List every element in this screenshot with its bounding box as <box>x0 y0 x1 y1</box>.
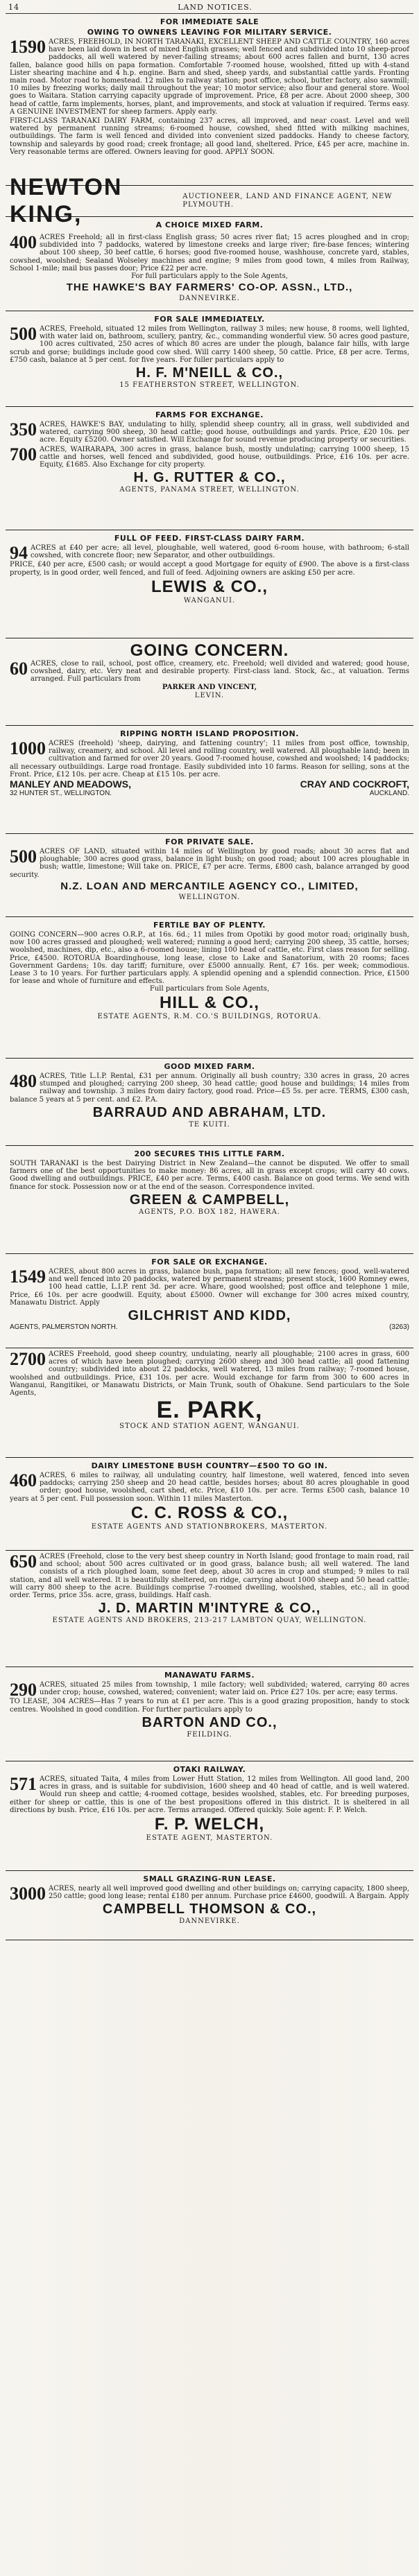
acreage-figure-2: 700 <box>10 444 37 464</box>
advert-code: (3263) <box>389 1323 409 1332</box>
advert-text: ACRES (Freehold, close to the very best sheep country in North Island; good frontage to main road, rail and school; about 500 acres cultivated or in good grass, balance bush; all well watered. The land consists of a rich ploughed loam, some feet deep, about 30 acres in crop and stumped; 9 miles to rail station, and all well watered. It is beautifully sheltered, on ridge, carrying about 1000 sheep and 50 head cattle; will carry 800 sheep to the acre. Buildings comprise 7-roomed dwelling, woolshed, stables, etc.; all in good order. Terms, price 35s. acre, grass, buildings. Half cash. <box>10 1553 409 1600</box>
advert-otaki-railway <box>6 1761 413 1871</box>
advert-text: ACRES, close to rail, school, post office, creamery, etc. Freehold; well divided and watered; good house, cowshed, dairy, etc. Very neat and desirable property. First-class land. Stock, &c., at valuation. Terms arranged. Full particulars from <box>31 660 409 684</box>
agent-address: ESTATE AGENT, MASTERTON. <box>146 1834 273 1843</box>
advert-banner: MANAWATU FARMS. <box>164 1671 255 1680</box>
advert-body <box>10 1883 409 1904</box>
advert-banner: SMALL GRAZING-RUN LEASE. <box>143 1874 276 1883</box>
agent-address-1: 32 HUNTER ST., WELLINGTON. <box>10 790 112 798</box>
agent-name: GILCHRIST AND KIDD, <box>128 1308 291 1324</box>
agent-name: E. PARK, <box>156 1397 263 1424</box>
acreage-figure: 3000 <box>10 1883 46 1904</box>
agent-address: AGENTS, P.O. BOX 182, HAWERA. <box>139 1208 280 1216</box>
acreage-figure: 2700 <box>10 1349 46 1369</box>
advert-extra: FIRST-CLASS TARANAKI DAIRY FARM, containing 237 acres, all improved, and near coast. Level and well watered by permanent running streams; 6-roomed house, cowshed, shed fitted with milking machines, outbuildings. The farm is well fenced and divided into convenient sized paddocks. Handy to cheese factory, township and saleyards by good road; creek frontage; all good land, sheltered. Price, £45 per acre, machine in. Very reasonable terms are offered. Owners leaving for good. APPLY SOON. <box>10 117 409 156</box>
agent-name: H. G. RUTTER & CO., <box>133 470 286 486</box>
advert-body-2 <box>10 446 409 469</box>
agent-address: ESTATE AGENTS AND BROKERS, 213-217 LAMBTON QUAY, WELLINGTON. <box>52 1617 367 1625</box>
advert-sale-immediately <box>6 311 413 407</box>
agents-row <box>10 778 409 790</box>
acreage-figure: 460 <box>10 1470 37 1490</box>
acreage-figure: 60 <box>10 659 28 679</box>
agent-name: HILL & CO., <box>160 993 259 1013</box>
acreage-figure: 94 <box>10 543 28 563</box>
page-header <box>6 0 413 14</box>
agent-name: N.Z. LOAN AND MERCANTILE AGENCY CO., LIMITED, <box>60 880 359 892</box>
advert-text: ACRES Freehold; all in first-class English grass; 50 acres river flat; 15 acres ploughed and in crop; subdivided into 7 paddocks, watered by limestone creeks and large river; fire-base fences; wintering about 100 sheep, 30 beef cattle, 6 horses; good five-roomed house, washhouse, concrete yard, stables, cowshed, woolshed; Sealand Wolseley machines and engine; 9 miles from good town, 4 miles from Railway, School 1-mile; mail bus passes door; Price £22 per acre. <box>10 234 409 272</box>
advert-south-taranaki <box>6 1146 413 1254</box>
advert-body <box>10 1268 409 1307</box>
advert-north-island <box>6 726 413 834</box>
agent-address: STOCK AND STATION AGENT, WANGANUI. <box>119 1422 300 1431</box>
land-notices-column <box>6 0 413 1940</box>
advert-body <box>10 325 409 364</box>
advert-text: ACRES, nearly all well improved good dwelling and other buildings on; carrying capacity, 1800 sheep, 250 cattle; good long lease; rental £180 per annum. Purchase price £4600, goodwill. A Bargain. Apply <box>49 1885 409 1901</box>
page-number: 14 <box>8 3 19 12</box>
agent-name: C. C. ROSS & CO., <box>130 1503 289 1522</box>
advert-banner: OTAKI RAILWAY. <box>173 1765 246 1774</box>
acreage-figure: 500 <box>10 324 37 344</box>
acreage-figure: 500 <box>10 846 37 867</box>
advert-text: SOUTH TARANAKI is the best Dairying District in New Zealand—the cannot be disputed. We offer to small farmers one of the best opportunities to make money: 86 acres, all in grass except crops; will carry 40 cows. Good dwelling and outbuildings. PRICE, £40 per acre. Terms, £400 cash. Balance on good terms. We send with finance for stock. Possession now or at the end of the season. Correspondence invited. <box>10 1160 409 1191</box>
section-title: LAND NOTICES. <box>178 3 253 12</box>
agent-description: AUCTIONEER, LAND AND FINANCE AGENT, NEW PLYMOUTH. <box>182 193 393 209</box>
agent-name: J. D. MARTIN M'INTYRE & CO., <box>98 1601 321 1617</box>
advert-tail: A GENUINE INVESTMENT for sheep farmers. Apply early. <box>10 107 218 116</box>
agent-address: DANNEVIRKE. <box>179 1917 240 1926</box>
agent-address: ESTATE AGENTS, R.M. CO.'S BUILDINGS, ROTORUA. <box>97 1013 322 1021</box>
advert-body <box>10 1680 409 1700</box>
advert-text: ACRES, Title L.I.P. Rental, £31 per annum. Originally all bush country; 330 acres in grass, 20 acres stumped and ploughed; carrying 200 sheep, 30 head cattle; good house and buildings; 14 miles from railway and township. 3 miles from dairy factory, good road. Price—£5 5s. per acre. TERMS, £300 cash, balance 5 years at 5 per cent. and £2. P.A. <box>10 1072 409 1104</box>
advert-body <box>10 38 409 116</box>
advert-body-2: PRICE, £40 per acre, £500 cash; or would accept a good Mortgage for equity of £900. The above is a first-class property, is in good order, well fenced, and full of feed. Adjoining owners are asking £50 per acre. <box>10 561 409 577</box>
advert-text: ACRES at £40 per acre; all level, ploughable, well watered, good 6-room house, with bathroom; 6-stall cowshed, with concrete floor; new Separator, and other outbuildings. <box>31 544 409 560</box>
advert-mixed-farm <box>6 217 413 311</box>
advert-banner: FARMS FOR EXCHANGE. <box>155 410 264 419</box>
agent-address: WELLINGTON. <box>178 893 241 901</box>
advert-farms-exchange <box>6 407 413 530</box>
agent-name: THE HAWKE'S BAY FARMERS' CO-OP. ASSN., LTD., <box>66 281 353 294</box>
advert-text: ACRES OF LAND, situated within 14 miles of Wellington by good roads; about 30 acres flat and ploughable; 300 acres good grass, balance in light bush; on good road; about 100 acres ploughable in bush; wattle, limestone; Will take on. PRICE, £7 per acre. Terms, £800 cash, balance arranged by good security. <box>10 848 409 879</box>
agent-address: DANNEVIRKE. <box>179 295 240 303</box>
agent-name-2: CRAY AND COCKROFT, <box>300 778 409 790</box>
agent-address: FEILDING. <box>187 1730 232 1739</box>
advert-body <box>10 234 409 272</box>
advert-private-sale <box>6 834 413 917</box>
acreage-figure: 1590 <box>10 37 46 57</box>
advert-text: ACRES (freehold) 'sheep, dairying, and fattening country'; 11 miles from post office, township, railway, creamery, and school. All level and rolling country, well watered. All ploughable land; been in cultivation and farmed for over 20 years. Good 7-roomed house, cowshed and woolshed; 14 paddocks; all necessary outbuildings. Large road frontage. Easily subdivided into 10 farms. Reason for selling, sons at the Front. Price, £12 10s. per acre. Cheap at £15 10s. per acre. <box>10 740 409 778</box>
advert-headline: GOING CONCERN. <box>130 641 289 660</box>
agent-name-1: MANLEY AND MEADOWS, <box>10 778 131 790</box>
agents-address-row <box>10 790 409 797</box>
agent-name: LEWIS & CO., <box>151 577 268 596</box>
advert-banner-2: OWING TO OWNERS LEAVING FOR MILITARY SERVICE. <box>87 28 332 37</box>
advert-text: ACRES, about 800 acres in grass, balance bush, papa formation; all new fences; good, well-watered and well fenced into 20 paddocks, watered by permanent streams; present stock, 1600 Romney ewes, 100 head cattle, L.I.P. rent 3d. per acre. Whare, good woolshed; post office and telephone 1 mile, Price, £6 10s. per acre goodwill. Equity, about £5000. Owner will exchange for 300 acres mixed country, Manawatu District. Apply <box>10 1268 409 1307</box>
agent-address: WANGANUI. <box>183 596 236 604</box>
advert-body <box>10 740 409 778</box>
agent-address: TE KUITI. <box>189 1120 230 1129</box>
advert-body-2: TO LEASE, 304 ACRES—Has 7 years to run at £1 per acre. This is a good grazing proposition, handy to stock centres. Woolshed in good condition. For further particulars apply to <box>10 1698 409 1714</box>
agent-name: F. P. WELCH, <box>154 1815 265 1834</box>
advert-banner: FULL OF FEED. FIRST-CLASS DAIRY FARM. <box>114 534 305 543</box>
acreage-figure: 480 <box>10 1071 37 1091</box>
advert-body <box>10 848 409 879</box>
advert-banner: GOOD MIXED FARM. <box>164 1062 255 1071</box>
advert-text: ACRES Freehold, good sheep country, undulating, nearly all ploughable; 2100 acres in grass, 600 acres of which have been ploughed; carrying 2600 sheep and 300 head cattle; all good fattening country; subdivided into about 22 paddocks, well watered, 13 miles from railway; 7-roomed house, woolshed and outbuildings. Price, £31 10s. per acre. Would exchange for farm from 300 to 600 acres in Wanganui, Rangitikei, or Manawatu Districts, or Main Trunk, south of Ohakune. Send particulars to the Sole Agents, <box>10 1350 409 1398</box>
acreage-figure: 1000 <box>10 738 46 758</box>
advert-body <box>10 543 409 563</box>
advert-body <box>10 660 409 684</box>
advert-banner: FOR SALE IMMEDIATELY. <box>154 315 265 324</box>
advert-text: ACRES, situated Taita, 4 miles from Lower Hutt Station, 12 miles from Wellington. All good land, 200 acres in grass, and is suitable for subdivision, 1600 sheep and 40 head of cattle, and is well watered. Would run sheep and cattle; 4-roomed cottage, besides woolshed, stables, etc. For breeding purposes, either for sheep or cattle, this is one of the best propositions offered in this district. It is sheltered in all directions by bush. Price, £16 10s. per acre. Terms arranged. Offered quickly. Sole agent: F. P. Welch. <box>10 1775 409 1814</box>
advert-banner: FERTILE BAY OF PLENTY. <box>153 921 266 930</box>
advert-good-mixed-farm <box>6 1059 413 1146</box>
agent-address: ESTATE AGENTS AND STATIONBROKERS, MASTERTON. <box>91 1522 328 1531</box>
advert-banner: FOR PRIVATE SALE. <box>165 837 254 846</box>
agent-name: PARKER AND VINCENT, <box>162 683 257 691</box>
advert-sheep-country <box>6 1348 413 1458</box>
advert-body <box>10 1350 409 1397</box>
acreage-figure: 350 <box>10 419 37 440</box>
advert-text: ACRES, Freehold, situated 12 miles from Wellington, railway 3 miles; new house, 8 rooms, well lighted, with water laid on, bathroom, scullery, pantry, &c., commanding wonderful view. 50 acres good pasture, 100 acres cultivated, 250 acres of which 80 acres are under the plough, balance fair hills, with large scrub and gorse; buildings include good cow shed. Will carry 1400 sheep, 50 cattle. Price, £8 per acre. Terms, £750 cash, balance at 5 per cent. for five years. For fuller particulars apply to <box>10 325 409 364</box>
agent-name: BARTON AND CO., <box>142 1714 277 1730</box>
advert-banner: FOR IMMEDIATE SALE <box>160 17 259 26</box>
acreage-figure: 571 <box>10 1774 37 1794</box>
agent-name: NEWTON KING, <box>10 174 123 227</box>
acreage-figure: 400 <box>10 232 37 252</box>
advert-grazing-run <box>6 1871 413 1940</box>
advert-manawatu-farms <box>6 1667 413 1761</box>
advert-body <box>10 1072 409 1104</box>
acreage-figure: 290 <box>10 1680 37 1700</box>
agent-name: CAMPBELL THOMSON & CO., <box>102 1901 317 1917</box>
agent-address-2: AUCKLAND. <box>369 790 409 798</box>
advert-north-island-sheep <box>6 1551 413 1667</box>
advert-banner: DAIRY LIMESTONE BUSH COUNTRY—£500 TO GO IN. <box>91 1461 328 1470</box>
advert-text: ACRES, situated 25 miles from township, 1 mile factory; well subdivided; watered, carrying 80 acres under crop; house, cowshed, watered; convenient; water laid on. Price £27 10s. per acre; easy terms. <box>40 1681 409 1697</box>
advert-sale-or-exchange <box>6 1254 413 1348</box>
advert-banner: FOR SALE OR EXCHANGE. <box>151 1257 268 1267</box>
advert-going-concern <box>6 638 413 726</box>
advert-banner: RIPPING NORTH ISLAND PROPOSITION. <box>120 729 299 738</box>
agent-address: AGENTS, PANAMA STREET, WELLINGTON. <box>119 486 300 494</box>
agent-name: H. F. M'NEILL & CO., <box>135 365 284 381</box>
agent-name: GREEN & CAMPBELL, <box>129 1192 290 1208</box>
advert-body <box>10 1472 409 1503</box>
advert-dairy-farm <box>6 530 413 638</box>
acreage-figure: 1549 <box>10 1267 46 1287</box>
advert-tail: For full particulars apply to the Sole Agents, <box>131 272 288 281</box>
advert-tail: Full particulars from Sole Agents, <box>149 985 270 993</box>
advert-text: ACRES, 6 miles to railway, all undulating country, half limestone, well watered, fenced into seven paddocks; carrying 250 sheep and 20 head cattle, besides horses; about 80 acres ploughable in good order; good house, woolshed, cart shed, etc. Price, £10 10s. per acre. Terms £500 cash, balance 10 years at 5 per cent. Full possession soon. Within 11 miles Masterton. <box>10 1472 409 1503</box>
advert-text: ACRES, FREEHOLD, IN NORTH TARANAKI, EXCELLENT SHEEP AND CATTLE COUNTRY, 160 acres have been laid down in best of mixed English grasses; well fenced and subdivided into 10 sheep-proof paddocks, all well watered by never-failing streams; about 600 acres fallen and burnt, 130 acres fallen, balance good hills on papa formation. Comfortable 7-roomed house, woolshed, fitted up with 4-stand Lister shearing machine and 4 h.p. engine. Barn and shed, sheep yards, and substantial cattle yards. Fronting main road. Motor road to homestead. 12 miles to railway station; post office, school, butter factory, also sawmill; 10 miles by freezing works; daily mail throughout the year; 10 motor service; also flour and general store. Wool goes to Waitara. Station carrying capacity upgrade of improvement. Price, £8 per acre. About 2000 sheep, 300 head of cattle, farm implements, horses, plant, and improvements, and stock at valuation if required. Terms easy. <box>10 38 409 108</box>
agent-address-row <box>10 1323 409 1331</box>
advert-military-sale <box>6 14 413 186</box>
advert-text: ACRES, HAWKE'S BAY, undulating to hilly, splendid sheep country, all in grass, well subdivided and watered, carrying 900 sheep, 30 head cattle; good house, outbuildings and yards. Price, £20 10s. per acre. Equity £5200. Owner satisfied. Will Exchange for sound revenue producing property or securities. <box>40 421 409 444</box>
agent-name: BARRAUD AND ABRAHAM, LTD. <box>92 1104 327 1120</box>
agent-address: AGENTS, PALMERSTON NORTH. <box>10 1323 118 1332</box>
advert-text: GOING CONCERN—900 acres O.R.P., at 16s. 6d.; 11 miles from Opotiki by good motor road; originally bush, now 100 acres grassed and ploughed; well watered; running a good herd; carrying 200 sheep, 35 cattle, horses; woolshed, machines, dip, etc., also a 6-roomed house; lining 100 head of cattle, etc. First class reason for selling. Price, £4500. ROTORUA Boardinghouse, long lease, close to Lake and Sanatorium, with 20 rooms; faces Government Gardens; 10s. day tariff; furniture, over £5000 annually. Rent, £7 16s. per week; commodious. Lease 3 to 10 years. For further particulars apply. A splendid opening and a splendid connection. Price, £1500 for lease and whole of furniture and effects. <box>10 931 410 986</box>
advert-banner: 200 SECURES THIS LITTLE FARM. <box>134 1149 285 1158</box>
agent-address: LEVIN. <box>194 691 225 699</box>
acreage-figure: 650 <box>10 1551 37 1572</box>
advert-bay-of-plenty <box>6 917 413 1059</box>
advert-body <box>10 1553 409 1599</box>
agent-address: 15 FEATHERSTON STREET, WELLINGTON. <box>119 381 300 390</box>
advert-limestone-bush <box>6 1458 413 1551</box>
advert-text-2: ACRES, WAIRARAPA, 300 acres in grass, balance bush, mostly undulating; carrying 1000 sheep, 15 cattle and horses, well fenced and subdivided, good house, outbuildings. Price, £16 10s. per acre. Equity, £1685. Also Exchange for city property. <box>40 445 409 469</box>
advert-body <box>10 1775 409 1814</box>
advert-body <box>10 421 409 444</box>
advert-banner: A CHOICE MIXED FARM. <box>155 220 264 229</box>
